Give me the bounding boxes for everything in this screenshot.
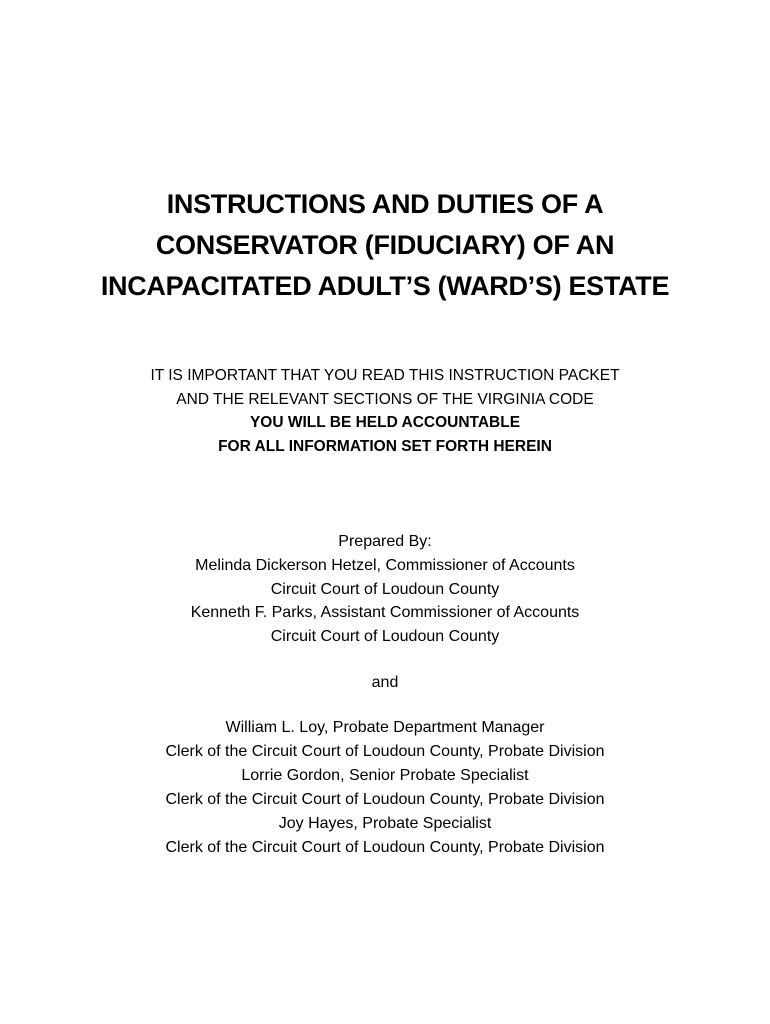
and-separator: and xyxy=(371,674,399,691)
notice-line-2: AND THE RELEVANT SECTIONS OF THE VIRGINIA CODE xyxy=(176,390,594,408)
staff-name-1: William L. Loy, Probate Department Manager xyxy=(225,719,545,736)
notice-line-1: IT IS IMPORTANT THAT YOU READ THIS INSTRUCTION PACKET xyxy=(150,367,620,384)
staff-office-1: Clerk of the Circuit Court of Loudoun County, Probate Division xyxy=(165,743,605,760)
staff-name-3: Joy Hayes, Probate Specialist xyxy=(278,815,492,832)
staff-office-3: Clerk of the Circuit Court of Loudoun County, Probate Division xyxy=(165,839,605,856)
document-title xyxy=(0,184,770,307)
title-line-3: INCAPACITATED ADULT’S (WARD’S) ESTATE xyxy=(100,271,670,301)
notice-accountable-line-2: FOR ALL INFORMATION SET FORTH HEREIN xyxy=(218,437,552,455)
notice-accountable-line-1: YOU WILL BE HELD ACCOUNTABLE xyxy=(249,414,521,431)
preparer-court-1: Circuit Court of Loudoun County xyxy=(270,580,500,598)
title-line-2: CONSERVATOR (FIDUCIARY) OF AN xyxy=(155,230,615,260)
important-notice xyxy=(0,364,770,458)
title-line-1: INSTRUCTIONS AND DUTIES OF A xyxy=(166,189,604,219)
preparer-name-2: Kenneth F. Parks, Assistant Commissioner of Accounts xyxy=(190,604,580,622)
preparer-name-1: Melinda Dickerson Hetzel, Commissioner of Accounts xyxy=(195,556,575,574)
prepared-by-section xyxy=(0,530,770,649)
staff-office-2: Clerk of the Circuit Court of Loudoun County, Probate Division xyxy=(165,791,605,808)
prepared-by-heading: Prepared By: xyxy=(338,533,432,550)
staff-name-2: Lorrie Gordon, Senior Probate Specialist xyxy=(241,767,529,784)
clerk-staff-section xyxy=(0,716,770,860)
preparer-court-2: Circuit Court of Loudoun County xyxy=(270,628,500,646)
